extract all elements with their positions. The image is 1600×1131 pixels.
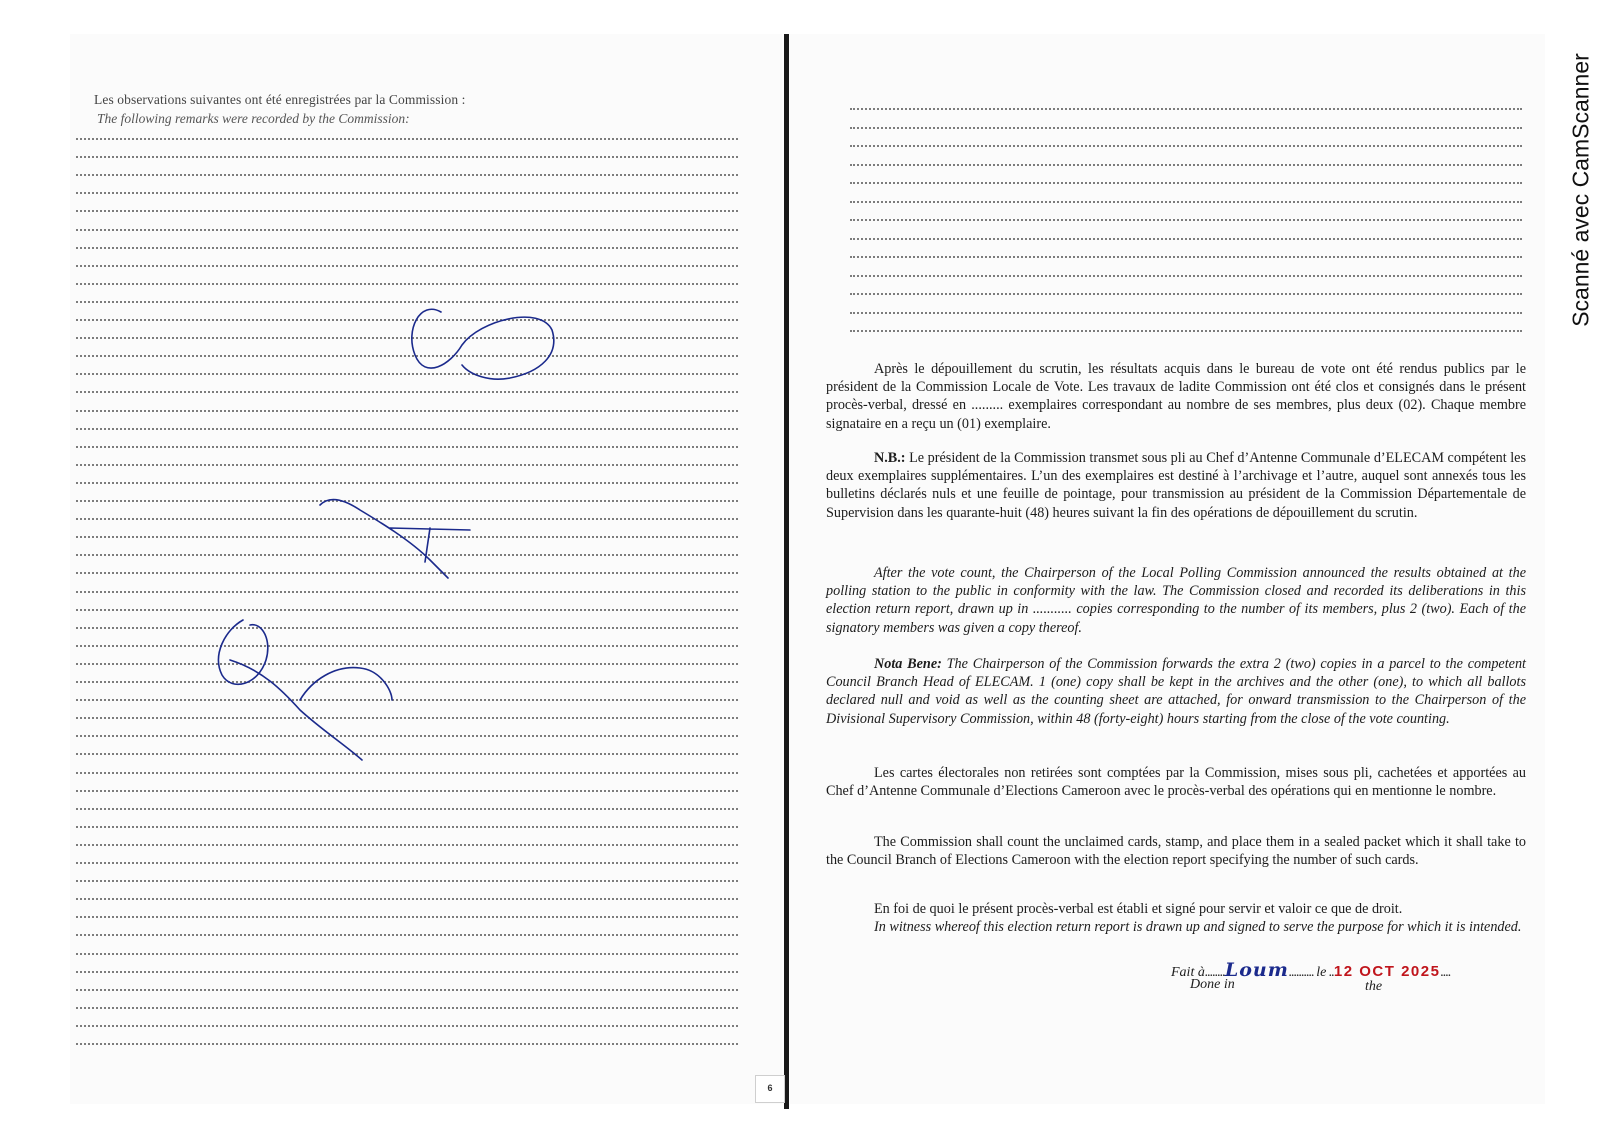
dotted-line	[76, 428, 738, 430]
dotted-line	[76, 554, 738, 556]
nota-bene-label: Nota Bene:	[874, 656, 942, 672]
paragraph-cards-en	[826, 833, 1526, 869]
dotted-line	[76, 953, 738, 955]
dotted-line	[76, 663, 738, 665]
dotted-line	[76, 337, 738, 339]
dotted-line	[76, 989, 738, 991]
dotted-line	[76, 735, 738, 737]
dotted-line	[76, 808, 738, 810]
dotted-line	[76, 319, 738, 321]
dotted-line	[76, 265, 738, 267]
dotted-line	[76, 156, 738, 158]
book-spine	[784, 34, 789, 1109]
dotted-line	[76, 1043, 738, 1045]
dotted-line	[76, 844, 738, 846]
dotted-line	[850, 256, 1522, 258]
dotted-line	[76, 138, 738, 140]
dots: ........	[1204, 965, 1225, 980]
dotted-line	[76, 446, 738, 448]
le-label: le	[1316, 965, 1327, 980]
dots: ..........	[1288, 965, 1317, 980]
dotted-line	[76, 645, 738, 647]
paragraph-results-fr	[826, 360, 1526, 433]
left-page	[70, 34, 782, 1104]
dotted-line	[76, 1025, 738, 1027]
dotted-line	[76, 971, 738, 973]
nb-label: N.B.:	[874, 450, 906, 466]
dotted-line	[76, 880, 738, 882]
place-value: Loum	[1224, 959, 1289, 981]
page-number: 6	[755, 1075, 785, 1103]
dotted-line	[76, 699, 738, 701]
dotted-line	[850, 330, 1522, 332]
dotted-line	[850, 145, 1522, 147]
paragraph-text: Après le dépouillement du scrutin, les résultats acquis dans le bureau de vote ont été rendus publics par le président de la Commission Locale de Vote. Les travaux de ladite Commission ont été clos et consignés dans le présent procès-verbal, dressé en ......... exemplaires correspondant au nombre de ses membres, plus deux (02). Chaque membre signataire en a reçu un (01) exemplaire.	[826, 361, 1526, 432]
dotted-line	[76, 790, 738, 792]
dotted-line	[76, 229, 738, 231]
paragraph-cards-fr	[826, 764, 1526, 800]
dotted-line	[76, 373, 738, 375]
dotted-line	[850, 293, 1522, 295]
dotted-line	[76, 482, 738, 484]
dotted-line	[76, 572, 738, 574]
dotted-line	[76, 391, 738, 393]
remarks-heading-en: The following remarks were recorded by the Commission:	[97, 111, 410, 126]
paragraph-text: The Commission shall count the unclaimed cards, stamp, and place them in a sealed packet which it shall take to the Council Branch of Elections Cameroon with the election report specifying the number of such cards.	[826, 834, 1526, 869]
dotted-line	[76, 301, 738, 303]
dotted-line	[76, 934, 738, 936]
camscanner-watermark: Scanné avec CamScanner	[1567, 53, 1594, 327]
paragraph-text: Les cartes électorales non retirées sont comptées par la Commission, mises sous pli, cachetées et apportées au Chef d’Antenne Communale d’Elections Cameroon avec le procès-verbal des opérations qui en mentionne le nombre.	[826, 765, 1526, 800]
dotted-line	[76, 717, 738, 719]
dotted-line	[76, 410, 738, 412]
dotted-line	[850, 164, 1522, 166]
dotted-line	[76, 518, 738, 520]
dotted-line	[850, 127, 1522, 129]
paragraph-nb-fr	[826, 449, 1526, 522]
dotted-line	[850, 182, 1522, 184]
dotted-line	[76, 536, 738, 538]
dotted-line	[76, 464, 738, 466]
paragraph-text: The Chairperson of the Commission forwards the extra 2 (two) copies in a parcel to the competent Council Branch Head of ELECAM. 1 (one) copy shall be kept in the archives and the other (one), to which all ballots declared null and void as well as the counting sheet are attached, for onward transmission to the Chairperson of the Divisional Supervisory Commission, within 48 (forty-eight) hours starting from the close of the vote counting.	[826, 656, 1526, 727]
dotted-line	[850, 108, 1522, 110]
the-label: the	[1365, 979, 1383, 994]
dotted-line	[850, 201, 1522, 203]
dotted-line	[76, 916, 738, 918]
dotted-line	[76, 681, 738, 683]
dotted-line	[850, 219, 1522, 221]
dotted-line	[76, 174, 738, 176]
date-stamp: 12 OCT 2025	[1333, 963, 1441, 980]
dotted-line	[76, 862, 738, 864]
paragraph-text: Le président de la Commission transmet sous pli au Chef d’Antenne Communale d’ELECAM compétent les deux exemplaires supplémentaires. L’un des exemplaires est destiné à l’archivage et l’autre, auquel sont annexés tous les bulletins déclarés nuls et une feuille de pointage, pour transmission au président de la Commission Départementale de Supervision dans les quarante-huit (48) heures suivant la fin des opérations de dépouillement du scrutin.	[826, 450, 1526, 521]
paragraph-results-en	[826, 564, 1526, 637]
remarks-heading-fr: Les observations suivantes ont été enregistrées par la Commission :	[94, 92, 466, 107]
paragraph-text: After the vote count, the Chairperson of the Local Polling Commission announced the results obtained at the polling station to the public in conformity with the law. The Commission closed and recorded its deliberations in this election return report, drawn up in ........... copies corresponding to the number of its members, plus 2 (two). Each of the signatory members was given a copy thereof.	[826, 565, 1526, 636]
dotted-line	[76, 247, 738, 249]
dotted-line	[76, 826, 738, 828]
paragraph-nota-bene-en	[826, 655, 1526, 728]
witness-en: In witness whereof this election return report is drawn up and signed to serve the purpose for which it is intended.	[874, 919, 1522, 936]
dotted-line	[76, 591, 738, 593]
dotted-line	[850, 275, 1522, 277]
paragraph-witness	[826, 900, 1526, 936]
dotted-line	[76, 609, 738, 611]
dotted-line	[76, 1007, 738, 1009]
dotted-line	[76, 283, 738, 285]
dotted-line	[76, 627, 738, 629]
done-in-label: Done in	[1190, 977, 1235, 992]
dotted-line	[76, 500, 738, 502]
dotted-line	[76, 192, 738, 194]
dotted-line	[76, 772, 738, 774]
dots: ..	[1326, 965, 1334, 980]
dotted-line	[850, 238, 1522, 240]
dots: ....	[1440, 965, 1451, 980]
dotted-line	[76, 753, 738, 755]
dotted-line	[76, 210, 738, 212]
dotted-line	[850, 312, 1522, 314]
witness-fr: En foi de quoi le présent procès-verbal est établi et signé pour servir et valoir ce que de droit.	[874, 901, 1403, 917]
fait-a-label: Fait à	[1171, 965, 1205, 980]
dotted-line	[76, 355, 738, 357]
dotted-line	[76, 898, 738, 900]
